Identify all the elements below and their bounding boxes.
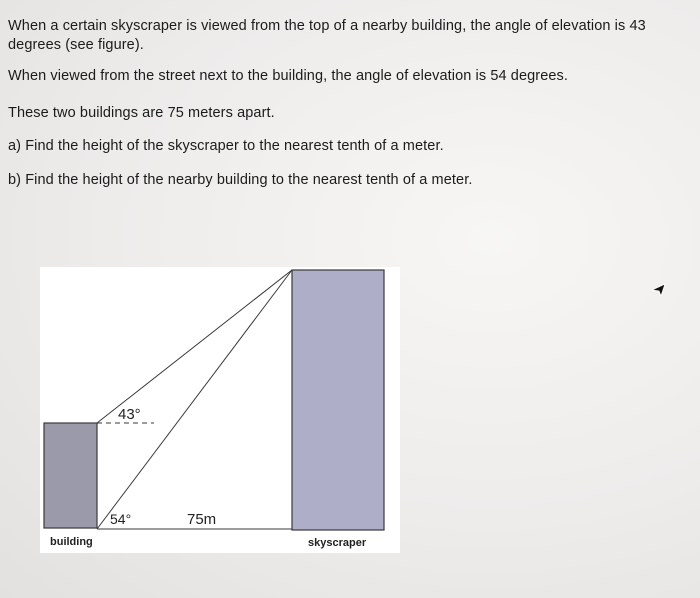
problem-line-1-continued: degrees (see figure). xyxy=(8,37,144,53)
problem-line-2: When viewed from the street next to the building, the angle of elevation is 54 degrees. xyxy=(8,68,569,84)
diagram-figure xyxy=(40,267,400,553)
angle-label-43: 43° xyxy=(118,406,141,423)
problem-text xyxy=(0,0,700,240)
problem-line-3: These two buildings are 75 meters apart. xyxy=(8,105,275,121)
diagram-canvas xyxy=(40,267,400,553)
question-part-b: b) Find the height of the nearby building to the nearest tenth of a meter. xyxy=(8,172,473,188)
question-part-a: a) Find the height of the skyscraper to the nearest tenth of a meter. xyxy=(8,138,444,154)
problem-line-1: When a certain skyscraper is viewed from the top of a nearby building, the angle of elevation is 43 xyxy=(8,18,646,34)
mouse-pointer-icon xyxy=(651,282,667,298)
building-rect xyxy=(44,423,97,528)
skyscraper-label: skyscraper xyxy=(308,537,367,549)
angle-label-54: 54° xyxy=(110,511,132,527)
skyscraper-rect xyxy=(292,270,384,530)
distance-label: 75m xyxy=(187,511,217,528)
building-label: building xyxy=(50,536,93,548)
